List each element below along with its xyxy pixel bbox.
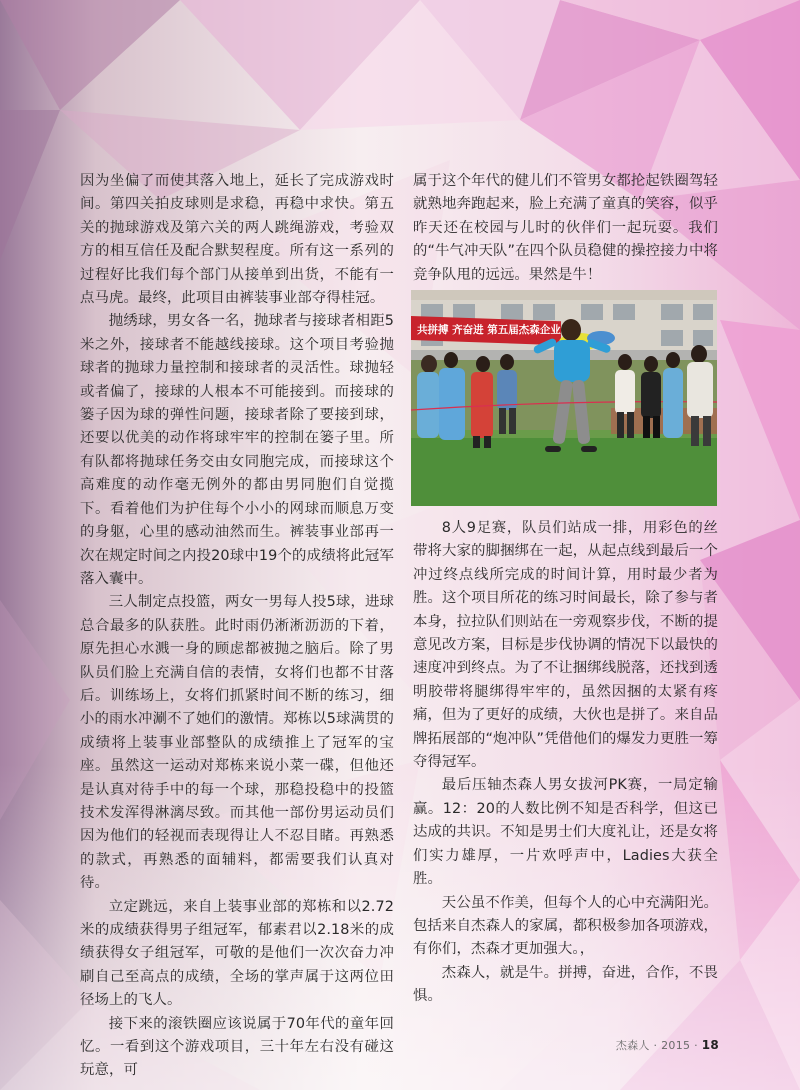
paragraph: 8人9足赛，队员们站成一排，用彩色的丝带将大家的脚捆绑在一起，从起点线到最后一个冲过终点线所完成的时间计算，用时最少者为胜。这个项目所花的练习时间最长，除了参与者本身，拉拉队们则站在一旁观察步伐，不断的提意见改方案，目标是步伐协调的情况下以最快的速度冲到终点。为了不让捆绑线脱落，还找到透明胶带将腿绑得牢牢的，虽然因捆的太紧有疼痛，但为了更好的成绩，大伙也是拼了。来自品牌拓展部的“炮冲队”凭借他们的爆发力更胜一筹夺得冠军。: [413, 520, 718, 771]
paragraph: 杰森人，就是牛。拼搏，奋进，合作，不畏惧。: [413, 964, 718, 1005]
magazine-name: 杰森人 · 2015 ·: [615, 1039, 702, 1052]
event-photo: [411, 290, 717, 506]
paragraph: 因为坐偏了而使其落入地上，延长了完成游戏时间。第四关拍皮球则是求稳，再稳中求快。第五关的抛球游戏及第六关的两人跳绳游戏，考验双方的相互信任及配合默契程度。所有这一系列的过程好比我们每个部门从接单到出货，不能有一点马虎。最终，此项目由裤装事业部夺得桂冠。: [80, 173, 394, 307]
article-column-right-bottom: [413, 517, 718, 1009]
paragraph: 属于这个年代的健儿们不管男女都抡起铁圈驾轻就熟地奔跑起来，脸上充满了童真的笑容，似乎昨天还在校园与儿时的伙伴们一起玩耍。我们的“牛气冲天队”在四个队员稳健的操控接力中将竞争队甩的远远。果然是牛！: [413, 173, 718, 283]
article-column-right-top: [413, 170, 718, 287]
paragraph: 最后压轴杰森人男女拔河PK赛，一局定输赢。12：20的人数比例不知是否科学，但这已达成的共识。不知是男士们大度礼让，还是女将们实力雄厚，一片欢呼声中，Ladies大获全胜。: [413, 777, 718, 888]
article-column-left: [80, 170, 394, 1083]
paragraph: 立定跳远，来自上装事业部的郑栋和以2.72米的成绩获得男子组冠军，郁素君以2.18米的成绩获得女子组冠军，可敬的是他们一次次奋力冲刷自己至高点的成绩，全场的掌声属于这两位田径场上的飞人。: [80, 898, 394, 1009]
paragraph: 天公虽不作美，但每个人的心中充满阳光。包括来自杰森人的家属，都积极参加各项游戏，有你们，杰森才更加强大。，: [413, 894, 718, 958]
banner-text: 共拼搏 齐奋进 第五届杰森企业: [417, 324, 561, 336]
paragraph: 接下来的滚铁圈应该说属于70年代的童年回忆。一看到这个游戏项目，三十年左右没有碰这玩意，可: [80, 1015, 394, 1079]
paragraph: 抛绣球，男女各一名，抛球者与接球者相距5米之外，接球者不能越线接球。这个项目考验抛球者的抛球力量控制和接球者的灵活性。球抛轻或者偏了，接球的人根本不可能接到。而接球的篓子因为球的弹性问题，接球者除了要接到球，还要以优美的动作将球牢牢的控制在篓子里。所有队都将抛球任务交由女同胞完成，而接球这个高难度的动作毫无例外的都由男同胞们自觉揽下。看着他们为护住每个小小的网球而顺息万变的身躯，心里的感动油然而生。裤装事业部再一次在规定时间之内投20球中19个的成绩将此冠军落入囊中。: [80, 313, 394, 587]
page-number: 18: [701, 1038, 719, 1052]
paragraph: 三人制定点投篮，两女一男每人投5球，进球总合最多的队获胜。此时雨仍淅淅沥沥的下着，原先担心水溅一身的顾虑都被抛之脑后。除了男队员们脸上充满自信的表情，女将们也都不甘落后。训练场上，女将们抓紧时间不断的练习，细小的雨水冲涮不了她们的激情。郑栋以5球满贯的成绩将上装事业部整队的成绩推上了冠军的宝座。虽然这一运动对郑栋来说小菜一碟，但他还是认真对待手中的每一个球，那稳投稳中的投篮技术发浑得淋漓尽致。而其他一部份男运动员们因为他们的轻视而表现得让人不忍目睹。再熟悉的款式，再熟悉的面辅料，都需要我们认真对待。: [80, 594, 394, 892]
page-footer: [616, 1037, 719, 1053]
